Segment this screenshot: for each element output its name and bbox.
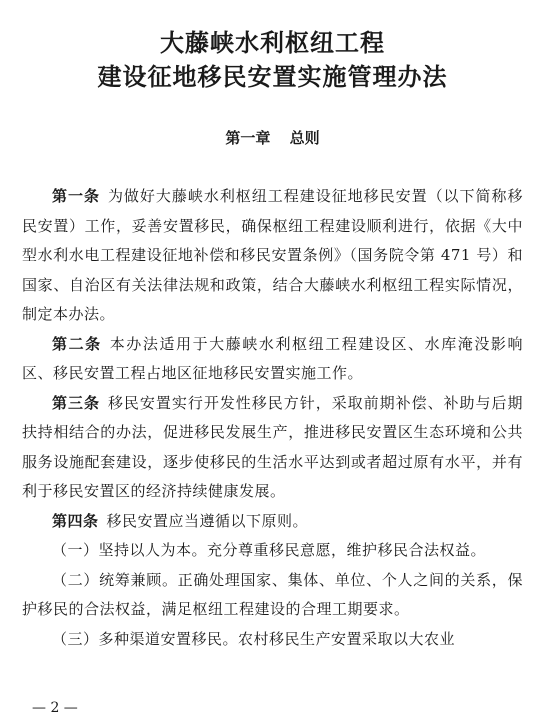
article-text: 移民安置应当遵循以下原则。: [106, 511, 309, 530]
article-4: [22, 507, 523, 537]
article-text: 本办法适用于大藤峡水利枢纽工程建设区、水库淹没影响区、移民安置工程占地区征地移民安置实施工作。: [22, 334, 523, 382]
article-2: [22, 330, 523, 389]
principle-3: （三）多种渠道安置移民。农村移民生产安置采取以大农业: [52, 629, 456, 648]
article-label: 第四条: [52, 511, 99, 530]
document-title-line-2: 建设征地移民安置实施管理办法: [97, 63, 448, 91]
document-body: [22, 182, 523, 654]
principle-1: （一）坚持以人为本。充分尊重移民意愿，维护移民合法权益。: [52, 541, 487, 559]
page-number: — 2 —: [32, 700, 78, 716]
chapter-label: 第一章: [225, 129, 271, 147]
chapter-heading: [0, 127, 545, 149]
article-label: 第三条: [52, 393, 100, 412]
chapter-name: 总则: [289, 129, 320, 147]
principle-2: （二）统筹兼顾。正确处理国家、集体、单位、个人之间的关系，保护移民的合法权益，满足枢纽工程建设的合理工期要求。: [22, 570, 523, 618]
article-1: [22, 182, 523, 330]
article-label: 第一条: [52, 187, 100, 205]
article-text: 移民安置实行开发性移民方针，采取前期补偿、补助与后期扶持相结合的办法，促进移民发展生产，推进移民安置区生态环境和公共服务设施配套建设，逐步使移民的生活水平达到或者超过原有水平，并有利于移民安置区的经济持续健康发展。: [22, 393, 523, 500]
article-text: 为做好大藤峡水利枢纽工程建设征地移民安置（以下简称移民安置）工作，妥善安置移民，确保枢纽工程建设顺利进行，依据《大中型水利水电工程建设征地补偿和移民安置条例》（国务院令第 471 号）和国家、自治区有关法律法规和政策，结合大藤峡水利枢纽工程实际情况，制定本办法。: [22, 187, 523, 323]
document-title-line-1: 大藤峡水利枢纽工程: [160, 29, 385, 57]
article-label: 第二条: [52, 334, 102, 353]
article-3: [22, 389, 523, 507]
